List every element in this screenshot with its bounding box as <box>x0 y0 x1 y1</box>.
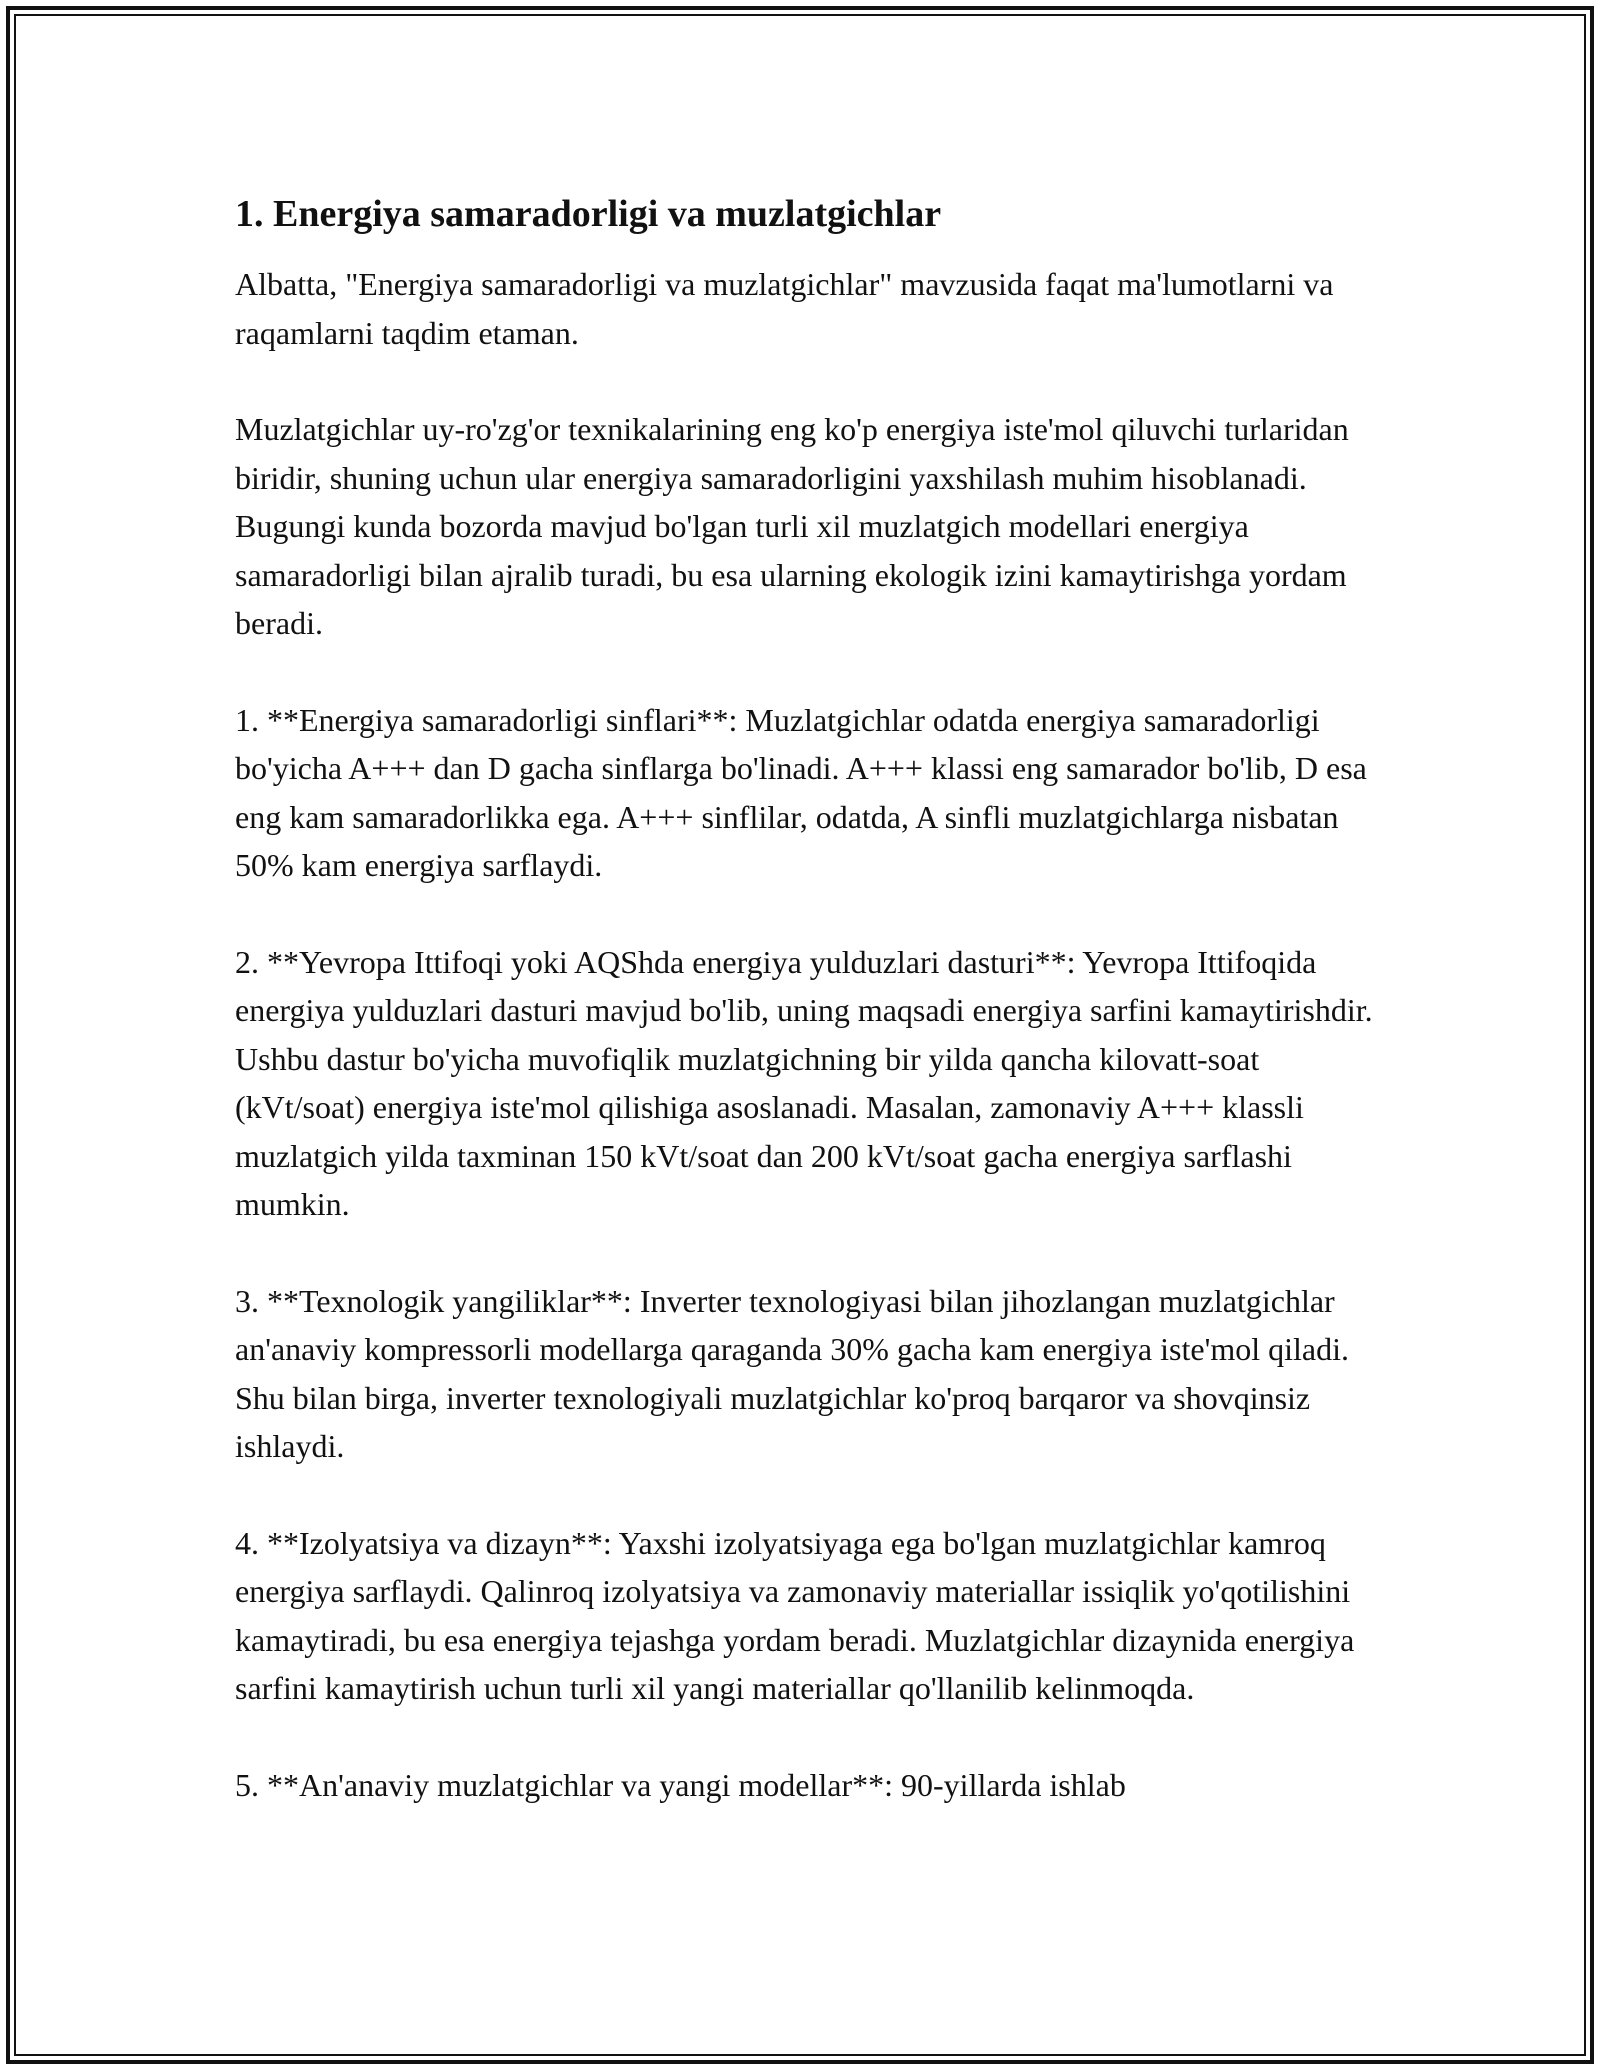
list-item-efficiency-classes: 1. **Energiya samaradorligi sinflari**: Muzlatgichlar odatda energiya samaradorligi bo'yicha A+++ dan D gacha sinflarga bo'linadi. A+++ klassi eng samarador bo'lib, D esa eng kam samaradorlikka ega. A+++ sinflilar, odatda, A sinfli muzlatgichlarga nisbatan 50% kam energiya sarflaydi. <box>235 701 1367 883</box>
list-item-energy-star-program: 2. **Yevropa Ittifoqi yoki AQShda energiya yulduzlari dasturi**: Yevropa Ittifoqida energiya yulduzlari dasturi mavjud bo'lib, uning maqsadi energiya sarfini kamaytirishdir. Ushbu dastur bo'yicha muvofiqlik muzlatgichning bir yilda qancha kilovatt-soat (kVt/soat) energiya iste'mol qilishiga asoslanadi. Masalan, zamonaviy A+++ klassli muzlatgich yilda taxminan 150 kVt/soat dan 200 kVt/soat gacha energiya sarflashi mumkin. <box>235 943 1373 1222</box>
document-body <box>235 190 1375 1809</box>
intro-paragraph: Albatta, "Energiya samaradorligi va muzlatgichlar" mavzusida faqat ma'lumotlarni va raqamlarni taqdim etaman. <box>235 266 1334 351</box>
overview-paragraph: Muzlatgichlar uy-ro'zg'or texnikalarining eng ko'p energiya iste'mol qiluvchi turlaridan biridir, shuning uchun ular energiya samaradorligini yaxshilash muhim hisoblanadi. Bugungi kunda bozorda mavjud bo'lgan turli xil muzlatgich modellari energiya samaradorligi bilan ajralib turadi, bu esa ularning ekologik izini kamaytirishga yordam beradi. <box>235 411 1349 641</box>
list-item-traditional-vs-new: 5. **An'anaviy muzlatgichlar va yangi modellar**: 90-yillarda ishlab <box>235 1766 1126 1803</box>
document-title: 1. Energiya samaradorligi va muzlatgichlar <box>235 193 942 235</box>
list-item-insulation-design: 4. **Izolyatsiya va dizayn**: Yaxshi izolyatsiyaga ega bo'lgan muzlatgichlar kamroq energiya sarflaydi. Qalinroq izolyatsiya va zamonaviy materiallar issiqlik yo'qotilishini kamaytiradi, bu esa energiya tejashga yordam beradi. Muzlatgichlar dizaynida energiya sarfini kamaytirish uchun turli xil yangi materiallar qo'llanilib kelinmoqda. <box>235 1524 1355 1706</box>
list-item-technology-innovations: 3. **Texnologik yangiliklar**: Inverter texnologiyasi bilan jihozlangan muzlatgichlar an'anaviy kompressorli modellarga qaraganda 30% gacha kam energiya iste'mol qiladi. Shu bilan birga, inverter texnologiyali muzlatgichlar ko'proq barqaror va shovqinsiz ishlaydi. <box>235 1282 1349 1464</box>
